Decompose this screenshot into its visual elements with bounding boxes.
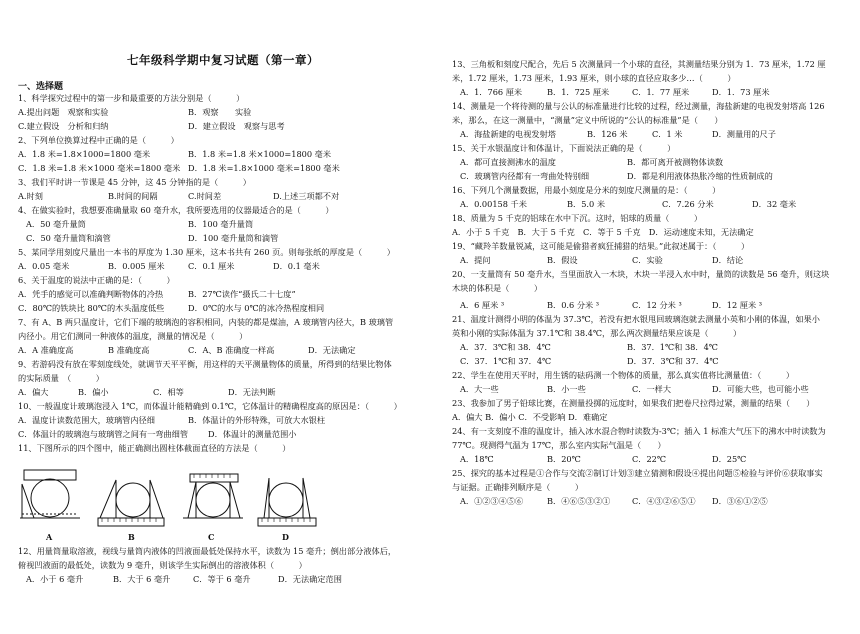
question-line: 的实际质量 （ ） [18, 373, 104, 383]
question-line: 9、若游码没有放在零刻度线处，就调节天平平衡，用这样的天平测量物体的质量，所得到的结果比物体 [18, 359, 392, 369]
question-line: 木块的体积是（ ） [452, 283, 543, 293]
question-line: A．偏大 B．偏小 C．不受影响 D．难确定 [452, 412, 608, 422]
answer-option: C．1.8 米=1.8 米×1000 毫米=1800 毫米 [18, 163, 181, 173]
question-line: 12、用量筒量取溶液，视线与量筒内液体的凹液面最低处保持水平，读数为 15 毫升；倒出部分液体后， [18, 546, 397, 556]
answer-option: A．37．3℃和 38．4℃ [460, 342, 551, 352]
answer-option: A．①②③④⑤⑥ [460, 496, 524, 506]
answer-option: C．A、B 准确度一样高 [188, 345, 275, 355]
question-line: 23、我参加了男子铅球比赛，在测量投掷的远度时，如果我们把卷尺拉得过紧，测量的结果（ ） [452, 398, 815, 408]
answer-option: D．③⑥①②⑤ [712, 496, 768, 506]
question-line: 24、有一支刻度不准的温度计，插入冰水混合物时读数为-3℃；插入 1 标准大气压下的沸水中时读数为 [452, 426, 826, 436]
answer-option: D．25℃ [712, 454, 747, 464]
answer-option: C．玻璃管内径都有一弯曲处特别细 [460, 171, 590, 181]
answer-option: C．7.26 分米 [662, 199, 714, 209]
section-heading: 一、选择题 [18, 82, 64, 92]
answer-option: C．相等 [153, 387, 184, 397]
answer-option: B．④⑥⑤③②① [547, 496, 611, 506]
answer-option: A．0.05 毫米 [18, 261, 70, 271]
figure-measurements [18, 460, 318, 540]
answer-option: B．1.8 米=1.8 米×1000=1800 毫米 [188, 149, 332, 159]
answer-option: A．小于 6 毫升 [26, 574, 84, 584]
answer-option: A．6 厘米 ³ [460, 300, 505, 310]
answer-option: A．海盐新建的电视发射塔 [460, 129, 556, 139]
answer-option: B．37．1℃和 38．4℃ [627, 342, 718, 352]
answer-option: D．无法确定范围 [278, 574, 342, 584]
question-line: 14、测量是一个将待测的量与公认的标准量进行比较的过程，经过测量，海盐新建的电视发射塔高 126 [452, 101, 825, 111]
question-line: 俯视凹液面的最低处，读数为 9 毫升，则该学生实际倒出的溶液体积（ ） [18, 560, 307, 570]
answer-option: D．100 毫升量筒和滴管 [188, 233, 279, 243]
answer-option: B．体温计的外形特殊，可放大水银柱 [188, 415, 326, 425]
answer-option: C．50 毫升量筒和滴管 [26, 233, 111, 243]
answer-option: D．0℃的水与 0℃的冰冷热程度相同 [188, 303, 325, 313]
answer-option: D．可能大些，也可能小些 [712, 384, 809, 394]
question-line: 15、关于水银温度计和体温计，下面说法正确的是（ ） [452, 143, 676, 153]
answer-option: C．一样大 [632, 384, 672, 394]
question-line: 10、一般温度计玻璃泡浸入 1℃，而体温计能精确到 0.1℃，它体温计的精确程度高的原因是：（ ） [18, 401, 402, 411]
answer-option: A.提出问题 观察和实验 [18, 107, 109, 117]
figure-label-a: A [46, 532, 53, 542]
answer-option: B．大于 6 毫升 [113, 574, 171, 584]
answer-option: B．1．725 厘米 [547, 87, 610, 97]
answer-option: B．20℃ [547, 454, 581, 464]
answer-option: C．12 分米 ³ [632, 300, 682, 310]
answer-option: C.建立假设 分析和归纳 [18, 121, 109, 131]
question-line: 内径小。用它们测同一种液体的温度，测量的情况是（ ） [18, 331, 248, 341]
answer-option: A．偏大 [18, 387, 49, 397]
answer-option: C．体温计的玻璃泡与玻璃管之间有一弯曲细管 [18, 429, 189, 439]
answer-option: A.时刻 [18, 191, 43, 201]
answer-option: B．小一些 [547, 384, 586, 394]
answer-option: B．0.6 分米 ³ [547, 300, 600, 310]
question-line: 英和小刚的实际体温为 37.1℃和 38.4℃，那么两次测量结果应该是（ ） [452, 328, 742, 338]
question-line: 25、探究的基本过程是①合作与交流②制订计划③建立猜测和假设④提出问题⑤检验与评价⑥获取事实 [452, 468, 823, 478]
answer-option: B 准确度高 [108, 345, 150, 355]
answer-option: D．无法确定 [308, 345, 356, 355]
answer-option: A．0.00158 千米 [460, 199, 527, 209]
question-line: 5、某同学用刻度尺量出一本书的厚度为 1.30 厘米，这本书共有 260 页。则每张纸的厚度是（ ） [18, 247, 395, 257]
answer-option: A．大一些 [460, 384, 499, 394]
question-line: 7、有 A、B 两只温度计，它们下端的玻璃泡的容积相同，内装的都是煤油，A 玻璃管内径大，B 玻璃管 [18, 317, 394, 327]
answer-option: A．1.8 米=1.8×1000=1800 毫米 [18, 149, 151, 159]
question-line: 19、“藏羚羊数量锐减，这可能是偷猎者疯狂捕猎的结果。”此叙述属于：（ ） [452, 241, 750, 251]
answer-option: A．温度计读数范围大，玻璃管内径细 [18, 415, 155, 425]
question-line: 2、下列单位换算过程中正确的是（ ） [18, 135, 179, 145]
answer-option: A．都可直接测沸水的温度 [460, 157, 556, 167]
question-line: 18、质量为 5 千克的铝球在水中下沉。这时，铝球的质量（ ） [452, 213, 703, 223]
question-line: 77℃。现测得气温为 17℃，那么室内实际气温是（ ） [452, 440, 666, 450]
answer-option: D．12 厘米 ³ [712, 300, 763, 310]
answer-option: D．建立假设 观察与思考 [188, 121, 285, 131]
answer-option: B．0.005 厘米 [108, 261, 165, 271]
answer-option: D．测量用的尺子 [712, 129, 776, 139]
answer-option: C．80℃的铁块比 80℃的木头温度低些 [18, 303, 165, 313]
answer-option: D．32 毫米 [752, 199, 797, 209]
answer-option: B．100 毫升量筒 [188, 219, 254, 229]
answer-option: B．观察 实验 [188, 107, 252, 117]
answer-option: D．结论 [712, 255, 744, 265]
answer-option: D．都是利用液体热胀冷缩的性质制成的 [627, 171, 773, 181]
question-line: 1、科学探究过程中的第一步和最重要的方法分别是（ ） [18, 93, 245, 103]
answer-option: B．都可离开被测物体读数 [627, 157, 724, 167]
question-line: 22、学生在使用天平时，用生锈的砝码测一个物体的质量，那么真实值将比测量值：（ ） [452, 370, 795, 380]
answer-option: A．50 毫升量筒 [26, 219, 86, 229]
answer-option: B．27℃读作“摄氏二十七度” [188, 289, 296, 299]
answer-option: B．假设 [547, 255, 578, 265]
question-line: 米，1.72 厘米，1.73 厘米，1.93 厘米，则小球的直径应取多少…（ ） [452, 73, 736, 83]
cylinder-diagrams [18, 460, 318, 532]
question-line: 6、关于温度的说法中正确的是：（ ） [18, 275, 175, 285]
answer-option: B．偏小 [78, 387, 109, 397]
question-line: 11、下图所示的四个图中，能正确测出圆柱体截面直径的方法是（ ） [18, 443, 291, 453]
question-line: 米，那么，在这一测量中，“测量”定义中所说的“公认的标准量”是（ ） [452, 115, 723, 125]
answer-option: D．37．3℃和 37．4℃ [627, 356, 719, 366]
answer-option: C．等于 6 毫升 [193, 574, 251, 584]
answer-option: C．1．77 厘米 [632, 87, 690, 97]
answer-option: A．A 准确度高 [18, 345, 74, 355]
question-line: 4、在做实验时，我想要准确量取 60 毫升水，我所要选用的仪器最适合的是（ ） [18, 205, 334, 215]
answer-option: A．提问 [460, 255, 491, 265]
answer-option: C．1 米 [652, 129, 683, 139]
answer-option: B．126 米 [587, 129, 628, 139]
answer-option: D．体温计的测量范围小 [208, 429, 297, 439]
figure-label-c: C [208, 532, 215, 542]
answer-option: A．18℃ [460, 454, 494, 464]
question-line: 21、温度计测得小明的体温为 37.3℃，若没有把水银甩回玻璃泡就去测量小英和小刚的体温，如果小 [452, 314, 820, 324]
answer-option: A．凭手的感觉可以准确判断物体的冷热 [18, 289, 164, 299]
answer-option: D．0.1 毫米 [273, 261, 320, 271]
question-line: 20、一支量筒有 50 毫升水，当里面放入一木块，木块一半浸入水中时，量筒的读数是 56 毫升，则这块 [452, 269, 830, 279]
question-line: 3、我们平时讲一节课是 45 分钟，这 45 分钟指的是（ ） [18, 177, 251, 187]
answer-option: D.上述三项都不对 [273, 191, 340, 201]
question-line: A．小于 5 千克 B．大于 5 千克 C．等于 5 千克 D．运动速度未知，无法确定 [452, 227, 754, 237]
answer-option: C．实验 [632, 255, 663, 265]
figure-label-d: D [282, 532, 289, 542]
answer-option: D．1．73 厘米 [712, 87, 770, 97]
answer-option: D．1.8 米=1.8×1000 毫米=1800 毫米 [188, 163, 340, 173]
figure-label-b: B [128, 532, 135, 542]
answer-option: D．无法判断 [228, 387, 276, 397]
question-line: 16、下列几个测量数据，用最小刻度是分米的刻度尺测量的是：（ ） [452, 185, 721, 195]
answer-option: C．④③②⑥⑤① [632, 496, 696, 506]
answer-option: A．1．766 厘米 [460, 87, 523, 97]
answer-option: C.时间差 [188, 191, 222, 201]
answer-option: B.时间的间隔 [108, 191, 158, 201]
question-line: 13、三角板和刻度尺配合，先后 5 次测量同一个小球的直径，其测量结果分别为 1．73 厘米，1.72 厘 [452, 59, 826, 69]
question-line: 与证据。正确排列顺序是（ ） [452, 482, 584, 492]
answer-option: C．0.1 厘米 [188, 261, 235, 271]
answer-option: C．37．1℃和 37．4℃ [460, 356, 552, 366]
page-title: 七年级科学期中复习试题（第一章） [127, 53, 319, 67]
answer-option: C．22℃ [632, 454, 667, 464]
answer-option: B．5.0 米 [567, 199, 606, 209]
